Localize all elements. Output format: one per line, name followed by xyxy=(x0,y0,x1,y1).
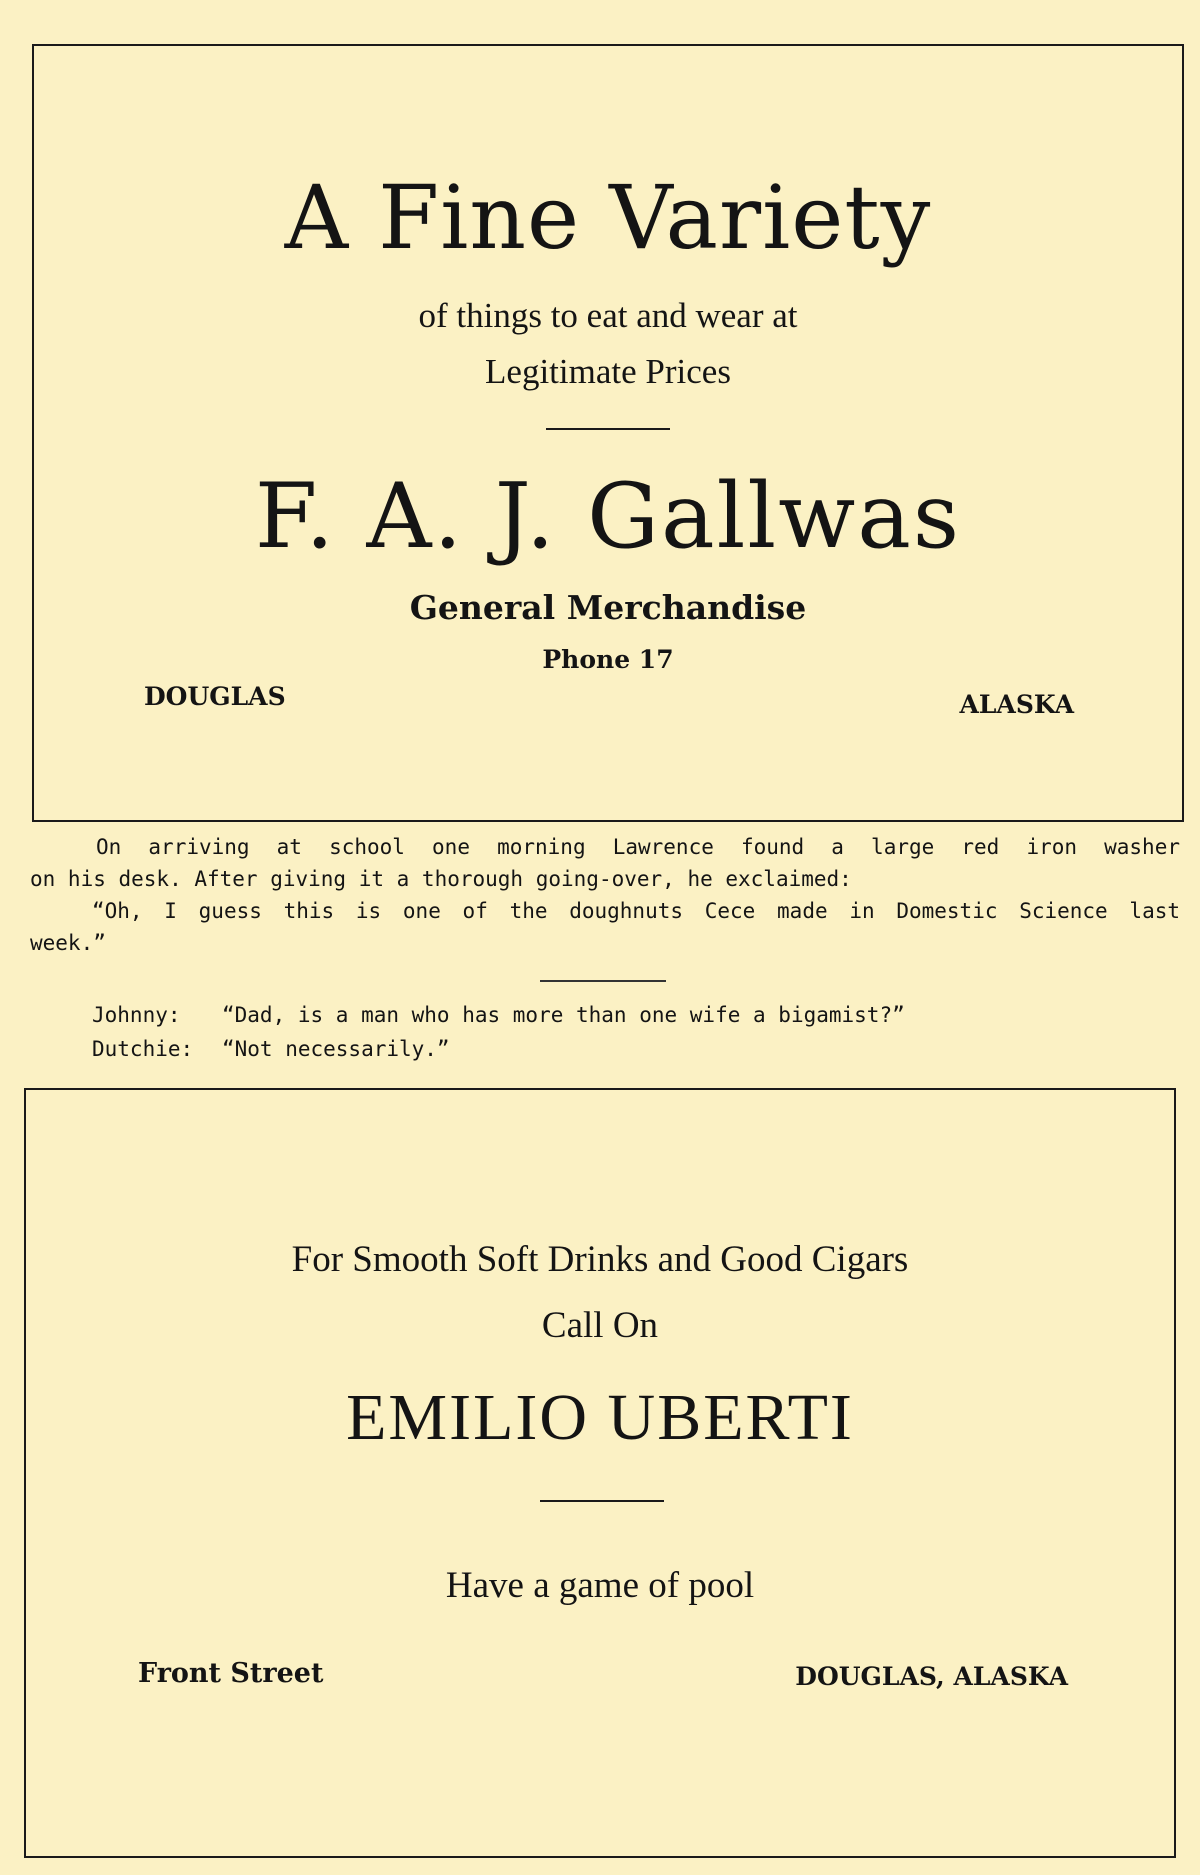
bigamist-joke xyxy=(92,998,905,1066)
dialog-row xyxy=(92,1032,905,1066)
joke-line: week.” xyxy=(30,931,106,955)
town-label: DOUGLAS xyxy=(144,682,286,711)
joke-line: on his desk. After giving it a thorough going-over, he exclaimed: xyxy=(30,867,852,891)
ad-headline: A Fine Variety xyxy=(284,166,932,269)
ad-line: For Smooth Soft Drinks and Good Cigars xyxy=(291,1239,909,1280)
divider-rule xyxy=(546,428,670,430)
proprietor-name: EMILIO UBERTI xyxy=(346,1381,854,1454)
divider-rule xyxy=(540,980,666,982)
street-label: Front Street xyxy=(138,1658,324,1689)
ad-subline: Legitimate Prices xyxy=(485,352,731,391)
divider-rule xyxy=(540,1500,664,1502)
ad-subline: of things to eat and wear at xyxy=(418,296,798,335)
territory-label: ALASKA xyxy=(959,690,1074,719)
dialog-line: “Not necessarily.” xyxy=(222,1037,450,1061)
gallwas-advertisement xyxy=(32,44,1184,822)
uberti-advertisement xyxy=(24,1088,1176,1858)
ad-tagline: Have a game of pool xyxy=(445,1565,755,1606)
speaker-name: Dutchie: xyxy=(92,1037,194,1061)
ad-line: Call On xyxy=(541,1305,659,1346)
dialog-line: “Dad, is a man who has more than one wife a bigamist?” xyxy=(222,1003,905,1027)
business-type: General Merchandise xyxy=(409,588,807,627)
location-label: DOUGLAS, ALASKA xyxy=(795,1662,1068,1691)
joke-line: “Oh, I guess this is one of the doughnuts Cece made in Domestic Science last xyxy=(92,899,1180,923)
merchant-name: F. A. J. Gallwas xyxy=(254,464,962,569)
washer-joke xyxy=(30,831,1180,959)
phone-number: Phone 17 xyxy=(542,645,674,674)
joke-line: On arriving at school one morning Lawrence found a large red iron washer xyxy=(96,835,1180,859)
speaker-name: Johnny: xyxy=(92,1003,181,1027)
dialog-row xyxy=(92,998,905,1032)
